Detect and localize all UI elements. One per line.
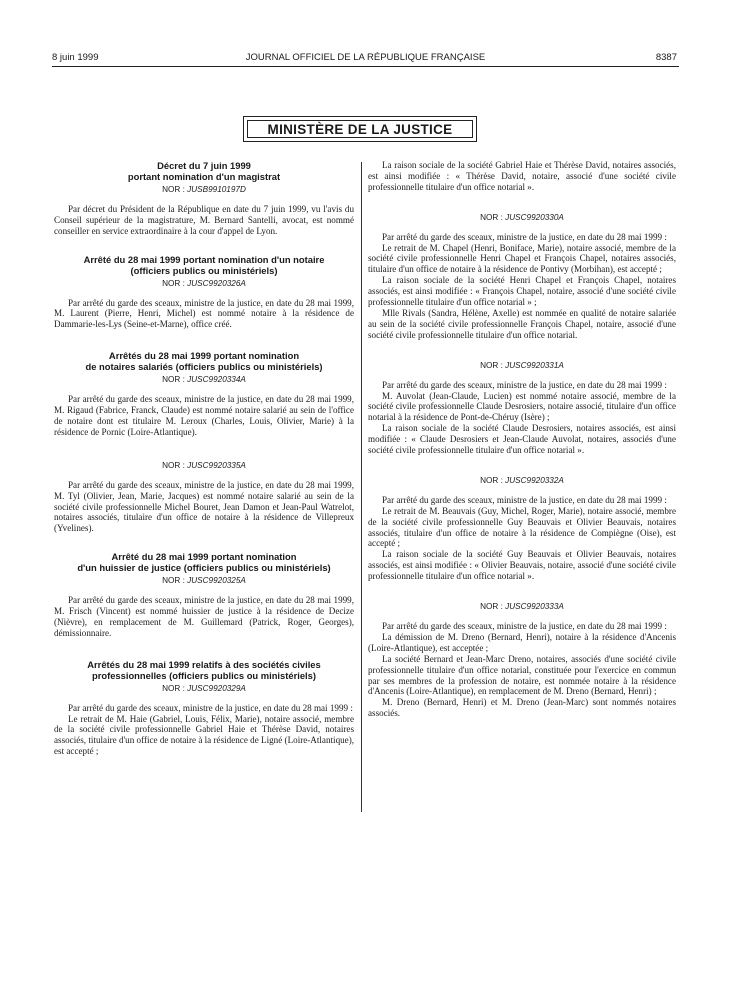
nor-code: JUSC9920326A bbox=[187, 278, 246, 288]
paragraph: Par arrêté du garde des sceaux, ministre de la justice, en date du 28 mai 1999 : bbox=[382, 379, 667, 390]
section-title-line: Arrêté du 28 mai 1999 portant nomination bbox=[111, 551, 297, 563]
section-notaires-salaries bbox=[54, 350, 354, 534]
block-auvolat bbox=[368, 361, 676, 456]
nor-code: JUSC9920333A bbox=[505, 602, 564, 612]
nor-label: NOR : bbox=[480, 475, 503, 485]
nor-label: NOR : bbox=[162, 185, 185, 194]
paragraph: Par arrêté du garde des sceaux, ministre de la justice, en date du 28 mai 1999, M. Rigaud (Fabrice, Franck, Claude) est nommé notaire salarié au sein de l'office de notaire dont est titulaire M. Leroux (Charles, Louis, Olivier, Marie) à la résidence de Pornic (Loire-Atlantique). bbox=[54, 394, 354, 437]
nor-label: NOR : bbox=[480, 212, 503, 222]
section-title-line: portant nomination d'un magistrat bbox=[127, 171, 281, 182]
section-title-line: Arrêtés du 28 mai 1999 relatifs à des sociétés civiles bbox=[87, 658, 321, 670]
left-column bbox=[54, 160, 354, 757]
block-dreno bbox=[368, 602, 676, 719]
nor-code: JUSC9920330A bbox=[505, 212, 564, 222]
paragraph: Par décret du Président de la République en date du 7 juin 1999, vu l'avis du Conseil supérieur de la magistrature, M. Bernard Santelli, avocat, est nommé conseiller en service extraordinaire à la cour d'appel de Lyon. bbox=[54, 203, 354, 236]
paragraph: La raison sociale de la société Claude Desrosiers, notaires associés, est ainsi modifiée : « Claude Desrosiers et Jean-Claude Auvolat, notaires, associés d'une société civile professionnelle titulaire d'un office notarial ». bbox=[368, 423, 676, 456]
paragraph: M. Dreno (Bernard, Henri) et M. Dreno (Jean-Marc) sont nommés notaires associés. bbox=[368, 697, 676, 719]
header-journal-title: JOURNAL OFFICIEL DE LA RÉPUBLIQUE FRANÇAISE bbox=[245, 52, 486, 63]
paragraph: Par arrêté du garde des sceaux, ministre de la justice, en date du 28 mai 1999 : bbox=[382, 231, 667, 242]
paragraph: Le retrait de M. Chapel (Henri, Boniface, Marie), notaire associé, membre de la société civile professionnelle Henri Chapel et François Chapel, notaires associés, titulaire d'un office de notaire à la résidence de Pontivy (Morbihan), est accepté ; bbox=[368, 242, 676, 275]
nor-label: NOR : bbox=[162, 375, 185, 385]
section-title-line: de notaires salariés (officiers publics ou ministériels) bbox=[85, 361, 323, 373]
section-decret-magistrat bbox=[54, 160, 354, 237]
column-divider bbox=[361, 162, 362, 812]
nor-code: JUSC9920331A bbox=[505, 360, 564, 370]
nor-reference bbox=[54, 576, 354, 587]
header-rule bbox=[52, 66, 679, 67]
section-huissier-justice bbox=[54, 551, 354, 639]
paragraph: Mlle Rivals (Sandra, Hélène, Axelle) est nommée en qualité de notaire salariée au sein de la société civile professionnelle François Chapel, notaire, associé d'une société civile professionnelle titulaire d'un office notarial. bbox=[368, 307, 676, 340]
nor-code: JUSC9920325A bbox=[187, 576, 246, 586]
paragraph: Par arrêté du garde des sceaux, ministre de la justice, en date du 28 mai 1999, M. Laurent (Pierre, Henri, Michel) est nommé notaire à la résidence de Dammarie-les-Lys (Seine-et-Marne), office créé. bbox=[54, 297, 354, 330]
section-title-line: Décret du 7 juin 1999 bbox=[157, 160, 251, 171]
header-page-number: 8387 bbox=[655, 52, 677, 63]
nor-reference bbox=[54, 185, 354, 196]
section-nomination-notaire bbox=[54, 254, 354, 331]
section-title-line: professionnelles (officiers publics ou ministériels) bbox=[91, 669, 316, 681]
nor-label: NOR : bbox=[162, 460, 185, 470]
paragraph: Le retrait de M. Haie (Gabriel, Louis, Félix, Marie), notaire associé, membre de la société civile professionnelle Gabriel Haie et Thérèse David, notaires associés, titulaire d'un office de notaire à la résidence de Ligné (Loire-Atlantique), est accepté ; bbox=[54, 713, 354, 757]
nor-reference bbox=[54, 375, 354, 386]
nor-label: NOR : bbox=[162, 278, 185, 288]
nor-reference bbox=[368, 213, 676, 224]
paragraph: Par arrêté du garde des sceaux, ministre de la justice, en date du 28 mai 1999 : bbox=[382, 621, 667, 631]
paragraph: Par arrêté du garde des sceaux, ministre de la justice, en date du 28 mai 1999 : bbox=[382, 494, 667, 505]
paragraph: La démission de M. Dreno (Bernard, Henri), notaire à la résidence d'Ancenis (Loire-Atlantique), est acceptée ; bbox=[368, 631, 676, 653]
paragraph: La raison sociale de la société Gabriel Haie et Thérèse David, notaires associés, est ainsi modifiée : « Thérèse David, notaire, associé d'une société civile professionnelle titulaire d'un office notarial ». bbox=[368, 160, 676, 192]
section-title-line: d'un huissier de justice (officiers publics ou ministériels) bbox=[77, 562, 331, 574]
header-date: 8 juin 1999 bbox=[52, 52, 99, 63]
paragraph: M. Auvolat (Jean-Claude, Lucien) est nommé notaire associé, membre de la société civile professionnelle Claude Desrosiers, notaire associé, titulaire d'un office notarial à la résidence de Pont-de-Chéruy (Isère) ; bbox=[368, 390, 676, 423]
nor-reference bbox=[368, 602, 676, 613]
ministry-box bbox=[243, 116, 477, 142]
nor-code: JUSC9920329A bbox=[187, 683, 246, 693]
nor-reference bbox=[54, 461, 354, 472]
paragraph: Le retrait de M. Beauvais (Guy, Michel, Roger, Marie), notaire associé, membre de la société civile professionnelle Guy Beauvais et Olivier Beauvais, notaires associés, titulaire d'un office de notaire à la résidence de Compiègne (Oise), est accepté ; bbox=[368, 505, 676, 549]
nor-reference bbox=[54, 279, 354, 290]
nor-label: NOR : bbox=[162, 576, 185, 586]
nor-reference bbox=[368, 361, 676, 372]
ministry-title: MINISTÈRE DE LA JUSTICE bbox=[247, 120, 473, 138]
section-title-line: Arrêté du 28 mai 1999 portant nomination d'un notaire bbox=[83, 253, 325, 265]
nor-label: NOR : bbox=[480, 360, 503, 370]
nor-code: JUSB9910197D bbox=[187, 185, 246, 194]
nor-code: JUSC9920335A bbox=[187, 460, 246, 470]
section-title-line: (officiers publics ou ministériels) bbox=[130, 264, 278, 276]
nor-reference bbox=[368, 476, 676, 487]
block-chapel bbox=[368, 213, 676, 341]
paragraph: Par arrêté du garde des sceaux, ministre de la justice, en date du 28 mai 1999 : bbox=[68, 702, 353, 713]
paragraph: La raison sociale de la société Henri Chapel et François Chapel, notaires associés, est ainsi modifiée : « François Chapel, notaire, associé d'une société civile professionnelle titulaire d'un office notarial » ; bbox=[368, 275, 676, 308]
paragraph: La raison sociale de la société Guy Beauvais et Olivier Beauvais, notaires associés, est ainsi modifiée : « Olivier Beauvais, notaire, associé d'une société civile professionnelle titulaire d'un office notarial ». bbox=[368, 549, 676, 582]
nor-code: JUSC9920332A bbox=[505, 475, 564, 485]
section-societes-civiles bbox=[54, 659, 354, 757]
right-column bbox=[368, 160, 676, 719]
nor-code: JUSC9920334A bbox=[187, 375, 246, 385]
section-title-line: Arrêtés du 28 mai 1999 portant nomination bbox=[108, 350, 300, 362]
paragraph: Par arrêté du garde des sceaux, ministre de la justice, en date du 28 mai 1999, M. Tyl (Olivier, Jean, Marie, Jacques) est nommé notaire salarié au sein de la société civile professionnelle Michel Bouret, Jean Damon et Jean-Paul Watrelot, notaires associés, titulaire d'un office de notaire à la résidence de Villepreux (Yvelines). bbox=[54, 479, 354, 534]
nor-label: NOR : bbox=[480, 602, 503, 612]
paragraph: Par arrêté du garde des sceaux, ministre de la justice, en date du 28 mai 1999, M. Frisch (Vincent) est nommé huissier de justice à la résidence de Decize (Nièvre), en remplacement de M. Guillemard (Patrick, Roger, Georges), démissionnaire. bbox=[54, 595, 354, 638]
nor-label: NOR : bbox=[162, 683, 185, 693]
paragraph: La société Bernard et Jean-Marc Dreno, notaires, associés d'une société civile professionnelle titulaire d'un office notarial, constituée pour l'exercice en commun par ses membres de la profession de notaire, est nommée notaire à la résidence d'Ancenis (Loire-Atlantique), en remplacement de M. Dreno (Bernard, Henri) ; bbox=[368, 653, 676, 697]
nor-reference bbox=[54, 684, 354, 695]
block-beauvais bbox=[368, 476, 676, 582]
